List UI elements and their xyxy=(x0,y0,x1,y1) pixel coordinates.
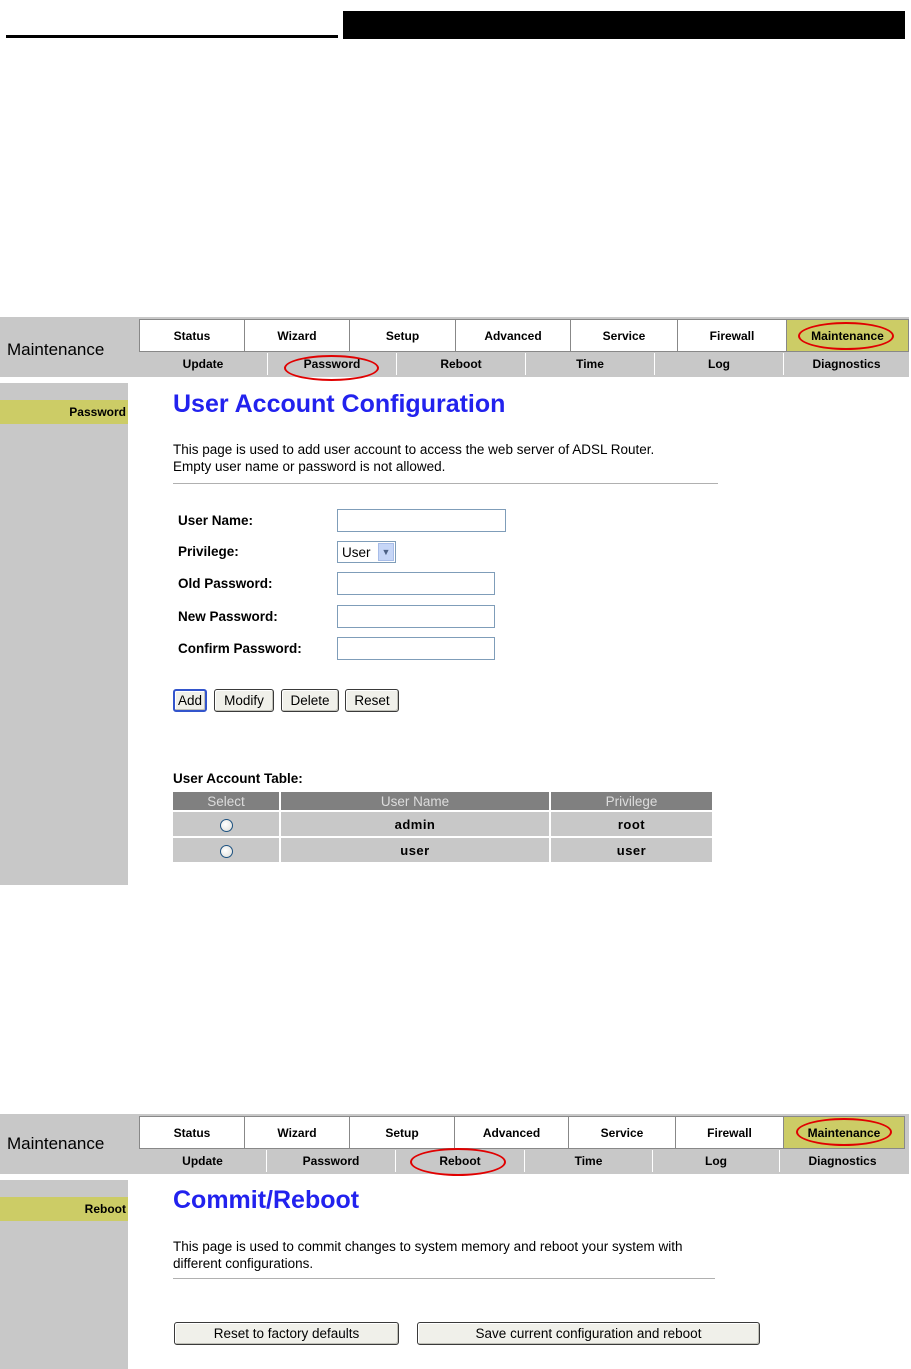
subtab-time[interactable]: Time xyxy=(525,1150,653,1172)
tab-wizard[interactable]: Wizard xyxy=(245,1116,350,1149)
col-select-header: Select xyxy=(173,792,279,810)
new-password-label: New Password: xyxy=(178,609,278,624)
tab-maintenance[interactable]: Maintenance xyxy=(784,1116,905,1149)
page-description-line2: different configurations. xyxy=(173,1256,314,1271)
main-tabs xyxy=(139,319,909,352)
new-password-input[interactable] xyxy=(337,605,495,628)
subtab-time[interactable]: Time xyxy=(526,353,655,375)
subtab-reboot[interactable]: Reboot xyxy=(396,1150,525,1172)
confirm-password-label: Confirm Password: xyxy=(178,641,302,656)
reboot-screenshot xyxy=(0,1114,909,1369)
sub-tabs xyxy=(139,353,909,375)
tab-wizard[interactable]: Wizard xyxy=(245,319,350,352)
subtab-diagnostics[interactable]: Diagnostics xyxy=(812,357,881,371)
sidebar-item-password[interactable]: Password xyxy=(0,400,128,424)
table-row xyxy=(173,838,712,862)
chevron-down-icon[interactable]: ▼ xyxy=(378,543,394,561)
user-account-table xyxy=(171,790,714,864)
tab-setup[interactable]: Setup xyxy=(350,319,456,352)
col-privilege-header: Privilege xyxy=(551,792,712,810)
tab-advanced[interactable]: Advanced xyxy=(456,319,571,352)
tab-firewall[interactable]: Firewall xyxy=(678,319,787,352)
sidebar xyxy=(0,383,128,885)
user-name-label: User Name: xyxy=(178,513,254,528)
subtab-password[interactable]: Password xyxy=(267,1150,396,1172)
add-button[interactable]: Add xyxy=(173,689,207,712)
tab-advanced[interactable]: Advanced xyxy=(455,1116,569,1149)
tab-status[interactable]: Status xyxy=(139,1116,245,1149)
privilege-label: Privilege: xyxy=(178,544,239,559)
save-and-reboot-button[interactable]: Save current configuration and reboot xyxy=(417,1322,760,1345)
user-account-table-title: User Account Table: xyxy=(173,771,303,786)
top-nav-bar xyxy=(0,317,909,377)
privilege-cell: user xyxy=(551,838,712,862)
page-title: User Account Configuration xyxy=(173,390,506,418)
username-cell: user xyxy=(281,838,549,862)
tab-maintenance[interactable]: Maintenance xyxy=(787,319,909,352)
table-row xyxy=(173,812,712,836)
modify-button[interactable]: Modify xyxy=(214,689,274,712)
tab-service[interactable]: Service xyxy=(569,1116,676,1149)
page-description-line1: This page is used to commit changes to system memory and reboot your system with xyxy=(173,1239,683,1254)
reset-factory-defaults-button[interactable]: Reset to factory defaults xyxy=(174,1322,399,1345)
main-tabs xyxy=(139,1116,905,1149)
subtab-reboot[interactable]: Reboot xyxy=(397,353,526,375)
select-radio[interactable] xyxy=(220,819,233,832)
subtab-password[interactable]: Password xyxy=(268,353,397,375)
sidebar xyxy=(0,1180,128,1369)
sidebar-item-reboot[interactable]: Reboot xyxy=(0,1197,128,1221)
password-screenshot xyxy=(0,317,909,885)
tab-status[interactable]: Status xyxy=(139,319,245,352)
subtab-update[interactable]: Update xyxy=(139,353,268,375)
select-cell xyxy=(173,838,279,862)
subtab-log[interactable]: Log xyxy=(655,353,784,375)
page-title: Commit/Reboot xyxy=(173,1186,360,1214)
subtab-diagnostics[interactable]: Diagnostics xyxy=(808,1154,877,1168)
divider xyxy=(173,1278,715,1279)
document-header-rule xyxy=(6,35,338,38)
document-header-bar xyxy=(343,11,905,39)
select-cell xyxy=(173,812,279,836)
select-radio[interactable] xyxy=(220,845,233,858)
page-description-line1: This page is used to add user account to access the web server of ADSL Router. xyxy=(173,442,655,457)
reset-button[interactable]: Reset xyxy=(345,689,399,712)
username-cell: admin xyxy=(281,812,549,836)
tab-setup[interactable]: Setup xyxy=(350,1116,455,1149)
subtab-update[interactable]: Update xyxy=(139,1150,267,1172)
privilege-cell: root xyxy=(551,812,712,836)
top-nav-bar xyxy=(0,1114,909,1174)
tab-service[interactable]: Service xyxy=(571,319,678,352)
delete-button[interactable]: Delete xyxy=(281,689,339,712)
tab-firewall[interactable]: Firewall xyxy=(676,1116,784,1149)
section-title: Maintenance xyxy=(7,1134,105,1153)
divider xyxy=(173,483,718,484)
col-username-header: User Name xyxy=(281,792,549,810)
subtab-log[interactable]: Log xyxy=(653,1150,780,1172)
old-password-input[interactable] xyxy=(337,572,495,595)
sub-tabs xyxy=(139,1150,905,1172)
privilege-select[interactable] xyxy=(337,541,396,563)
section-title: Maintenance xyxy=(7,340,105,359)
page-description-line2: Empty user name or password is not allowed. xyxy=(173,459,446,474)
user-name-input[interactable] xyxy=(337,509,506,532)
privilege-select-value: User xyxy=(342,544,371,560)
old-password-label: Old Password: xyxy=(178,576,273,591)
confirm-password-input[interactable] xyxy=(337,637,495,660)
